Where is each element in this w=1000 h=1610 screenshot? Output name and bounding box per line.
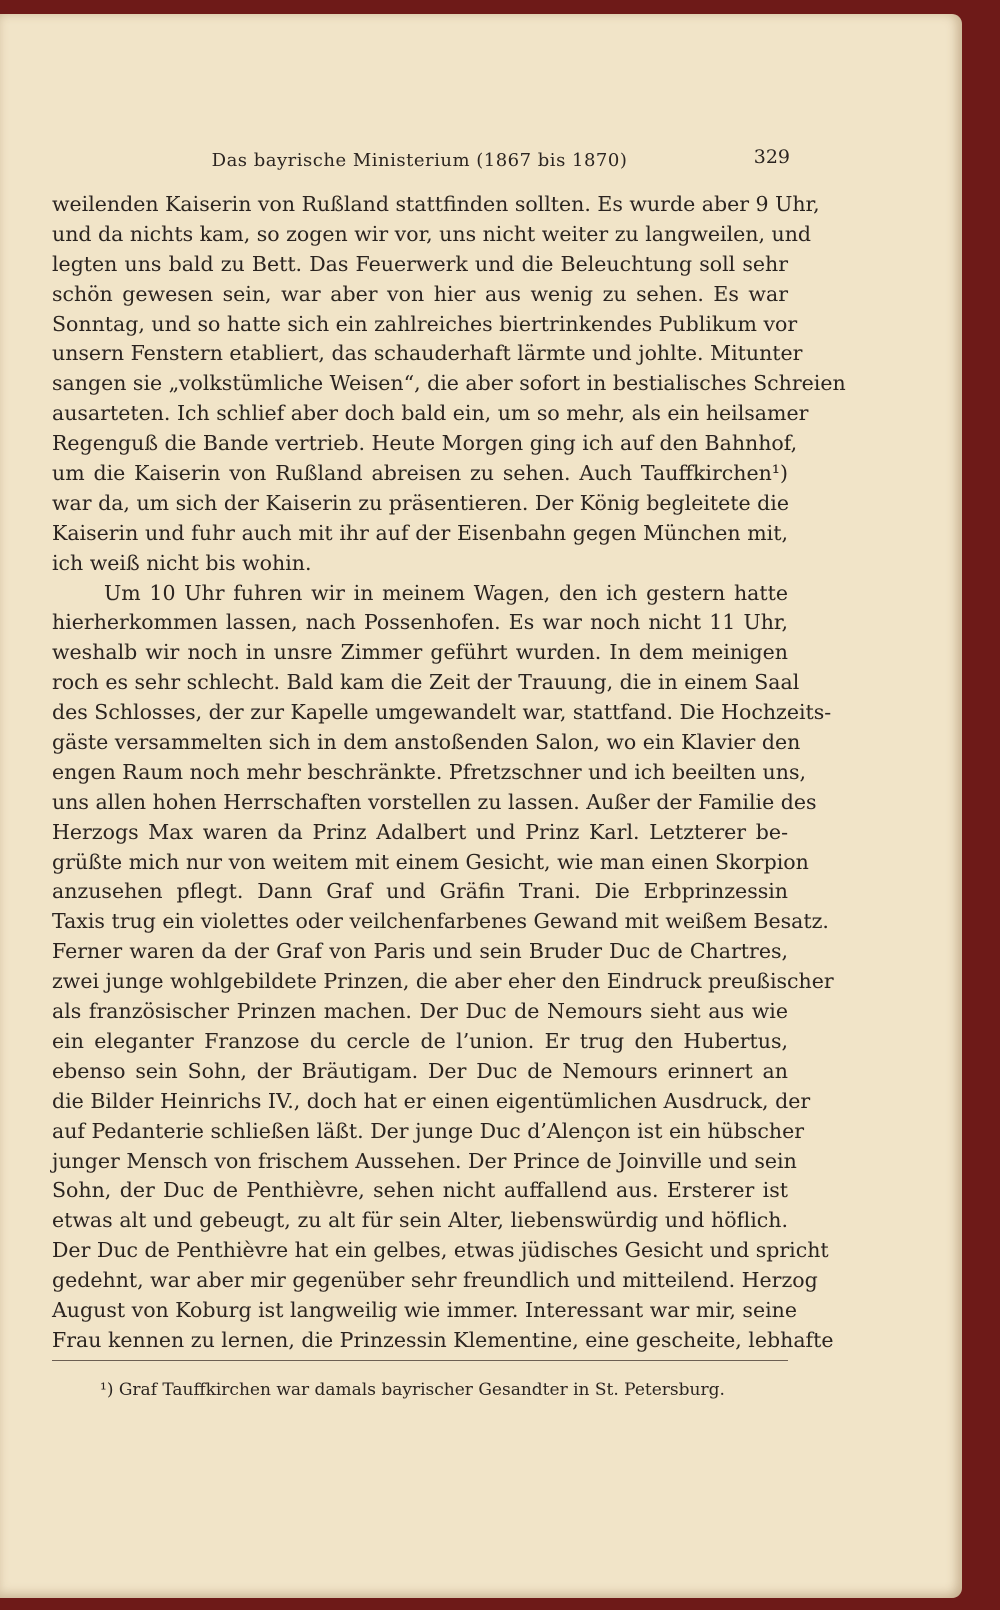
- footnote: ¹) Graf Tauffkirchen war damals bayrischer Gesandter in St. Petersburg.: [100, 1380, 725, 1400]
- text-line: die Bilder Heinrichs IV., doch hat er einen eigentümlichen Ausdruck, der: [52, 1088, 811, 1113]
- page-number: 329: [753, 146, 790, 168]
- text-line: weilenden Kaiserin von Rußland stattfinden sollten. Es wurde aber 9 Uhr,: [52, 192, 820, 216]
- text-line: Taxis trug ein violettes oder veilchenfarbenes Gewand mit weißem Besatz.: [52, 909, 829, 934]
- text-line: Der Duc de Penthièvre hat ein gelbes, etwas jüdisches Gesicht und spricht: [52, 1238, 829, 1263]
- text-line: zwei junge wohlgebildete Prinzen, die aber eher den Eindruck preußischer: [52, 969, 834, 994]
- text-line: August von Koburg ist langweilig wie immer. Interessant war mir, seine: [52, 1297, 797, 1322]
- text-line: und da nichts kam, so zogen wir vor, uns nicht weiter zu langweilen, und: [52, 221, 812, 246]
- text-line: Frau kennen zu lernen, die Prinzessin Klementine, eine gescheite, lebhafte: [52, 1327, 834, 1352]
- text-line: Herzogs Max waren da Prinz Adalbert und Prinz Karl. Letzterer be-: [52, 819, 788, 844]
- text-line: Regenguß die Bande vertrieb. Heute Morgen ging ich auf den Bahnhof,: [52, 431, 798, 456]
- text-line: roch es sehr schlecht. Bald kam die Zeit der Trauung, die in einem Saal: [52, 670, 800, 695]
- text-line: auf Pedanterie schließen läßt. Der junge Duc d’Alençon ist ein hübscher: [52, 1118, 805, 1143]
- text-line: Sohn, der Duc de Penthièvre, sehen nicht auffallend aus. Ersterer ist: [52, 1178, 788, 1203]
- text-line: gedehnt, war aber mir gegenüber sehr freundlich und mitteilend. Herzog: [52, 1268, 818, 1293]
- text-line: als französischer Prinzen machen. Der Duc de Nemours sieht aus wie: [52, 999, 788, 1024]
- text-line: weshalb wir noch in unsre Zimmer geführt wurden. In dem meinigen: [52, 640, 788, 665]
- text-line: sangen sie „volkstümliche Weisen“, die aber sofort in bestialisches Schreien: [52, 371, 846, 396]
- text-line: anzusehen pflegt. Dann Graf und Gräfin Trani. Die Erbprinzessin: [52, 879, 788, 904]
- text-line: hierherkommen lassen, nach Possenhofen. Es war noch nicht 11 Uhr,: [52, 610, 788, 635]
- text-line: ebenso sein Sohn, der Bräutigam. Der Duc de Nemours erinnert an: [52, 1058, 788, 1083]
- text-line: etwas alt und gebeugt, zu alt für sein Alter, liebenswürdig und höflich.: [52, 1208, 788, 1233]
- text-line: ein eleganter Franzose du cercle de l’union. Er trug den Hubertus,: [52, 1028, 788, 1053]
- text-line: junger Mensch von frischem Aussehen. Der Prince de Joinville und sein: [52, 1148, 797, 1173]
- footnote-divider: [52, 1360, 788, 1361]
- running-header: Das bayrische Ministerium (1867 bis 1870): [211, 149, 628, 171]
- body-text: [52, 190, 846, 1356]
- text-line: Sonntag, und so hatte sich ein zahlreiches biertrinkendes Publikum vor: [52, 311, 798, 336]
- text-line: legten uns bald zu Bett. Das Feuerwerk und die Beleuchtung soll sehr: [52, 251, 788, 276]
- text-line: war da, um sich der Kaiserin zu präsentieren. Der König begleitete die: [52, 490, 789, 515]
- text-line: schön gewesen sein, war aber von hier aus wenig zu sehen. Es war: [52, 281, 788, 306]
- text-line: engen Raum noch mehr beschränkte. Pfretzschner und ich beeilten uns,: [52, 759, 806, 784]
- text-line: Um 10 Uhr fuhren wir in meinem Wagen, den ich gestern hatte: [104, 580, 788, 605]
- text-line: unsern Fenstern etabliert, das schauderhaft lärmte und johlte. Mitunter: [52, 341, 803, 366]
- text-line: um die Kaiserin von Rußland abreisen zu sehen. Auch Tauffkirchen¹): [52, 461, 788, 486]
- text-line: des Schlosses, der zur Kapelle umgewandelt war, stattfand. Die Hochzeits-: [52, 700, 832, 725]
- text-line: ausarteten. Ich schlief aber doch bald ein, um so mehr, als ein heilsamer: [52, 401, 809, 426]
- text-line: Kaiserin und fuhr auch mit ihr auf der Eisenbahn gegen München mit,: [52, 520, 788, 545]
- text-line: Ferner waren da der Graf von Paris und sein Bruder Duc de Chartres,: [52, 939, 788, 964]
- text-line: uns allen hohen Herrschaften vorstellen zu lassen. Außer der Familie des: [52, 789, 817, 814]
- book-page: [0, 14, 962, 1598]
- text-line: ich weiß nicht bis wohin.: [52, 550, 312, 575]
- text-line: gäste versammelten sich in dem anstoßenden Salon, wo ein Klavier den: [52, 730, 801, 755]
- text-line: grüßte mich nur von weitem mit einem Gesicht, wie man einen Skorpion: [52, 849, 809, 874]
